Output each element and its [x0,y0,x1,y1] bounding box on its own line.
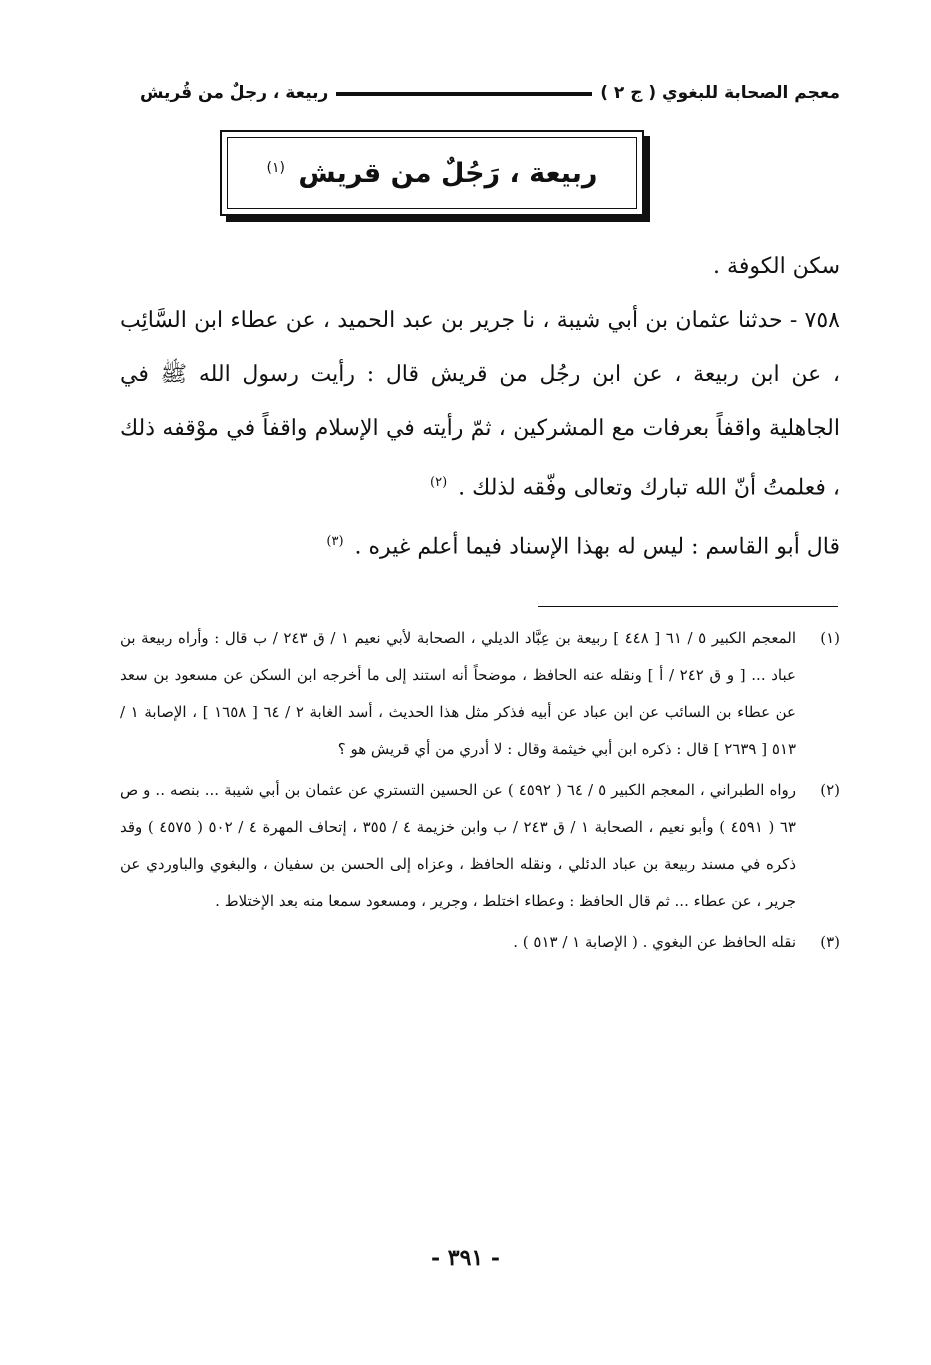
footnotes [120,620,840,965]
main-text [120,240,840,575]
paragraph-residence: سكن الكوفة . [713,254,840,279]
page-number: - ٣٩١ - [430,1245,501,1271]
chapter-title [267,158,598,189]
header-book-title: معجم الصحابة للبغوي ( ج ٢ ) [600,83,840,103]
footnote-item [120,772,840,920]
hadith-footnote-ref: (٢) [430,475,448,490]
chapter-title-box [220,130,644,216]
chapter-title-footnote-ref: (١) [266,159,285,176]
paragraph-comment [120,515,840,574]
footnote-text: المعجم الكبير ٥ / ٦١ [ ٤٤٨ ] ربيعة بن عِبَّاد الديلي ، الصحابة لأبي نعيم ١ / ق ٢٤٣ / ب قال : وأراه ربيعة بن عباد ... [ و ق ٢٤٢ / أ ] ونقله عنه الحافظ ، موضحاً أنه استند إلى ما أخرجه ابن السكن عن مسعود بن سعد عن عطاء بن السائب عن ابن عباد عن أبيه فذكر مثل هذا الحديث ، أسد الغابة ٢ / ٦٤ [ ١٦٥٨ ] ، الإصابة ١ / ٥١٣ [ ٢٦٣٩ ] قال : ذكره ابن أبي خيثمة وقال : لا أدري من أي قريش هو ؟ [120,629,796,758]
footnote-text: نقله الحافظ عن البغوي . ( الإصابة ١ / ٥١٣ ) . [513,933,796,951]
footnote-number: (١) [820,629,840,647]
comment-footnote-ref: (٣) [326,534,344,550]
footnote-item [120,620,840,768]
footnote-number: (٣) [820,933,840,951]
header-section-title: ربيعة ، رجلٌ من قُريش [140,83,329,103]
running-header [140,78,840,108]
chapter-title-text: ربيعة ، رَجُلٌ من قريش [298,157,598,189]
footnote-separator [538,606,838,607]
hadith-text: ٧٥٨ - حدثنا عثمان بن أبي شيبة ، نا جرير بن عبد الحميد ، عن عطاء ابن السَّائِب ، عن ابن ربيعة ، عن ابن رجُل من قريش قال : رأيت رسول الله ﷺ في الجاهلية واقفاً بعرفات مع المشركين ، ثمّ رأيته في الإسلام واقفاً في موْقفه ذلك ، فعلمتُ أنّ الله تبارك وتعالى وفّقه لذلك . [120,308,840,501]
paragraph-hadith [120,294,840,515]
comment-text: قال أبو القاسم : ليس له بهذا الإسناد فيما أعلم غيره . [354,534,840,560]
footnote-item [120,924,840,961]
header-rule [336,92,592,96]
footnote-text: رواه الطبراني ، المعجم الكبير ٥ / ٦٤ ( ٤٥٩٢ ) عن الحسين التستري عن عثمان بن أبي شيبة ... بنصه .. و ص ٦٣ ( ٤٥٩١ ) وأبو نعيم ، الصحابة ١ / ق ٢٤٣ / ب وابن خزيمة ٤ / ٣٥٥ ، إتحاف المهرة ٤ / ٥٠٢ ( ٤٥٧٥ ) وقد ذكره في مسند ربيعة بن عباد الدئلي ، ونقله الحافظ ، وعزاه إلى الحسن بن سفيان ، والبغوي والباوردي عن جرير ، عن عطاء ... ثم قال الحافظ : وعطاء اختلط ، وجرير ، ومسعود سمعا منه بعد الإختلاط . [120,781,796,910]
footnote-number: (٢) [820,781,840,799]
